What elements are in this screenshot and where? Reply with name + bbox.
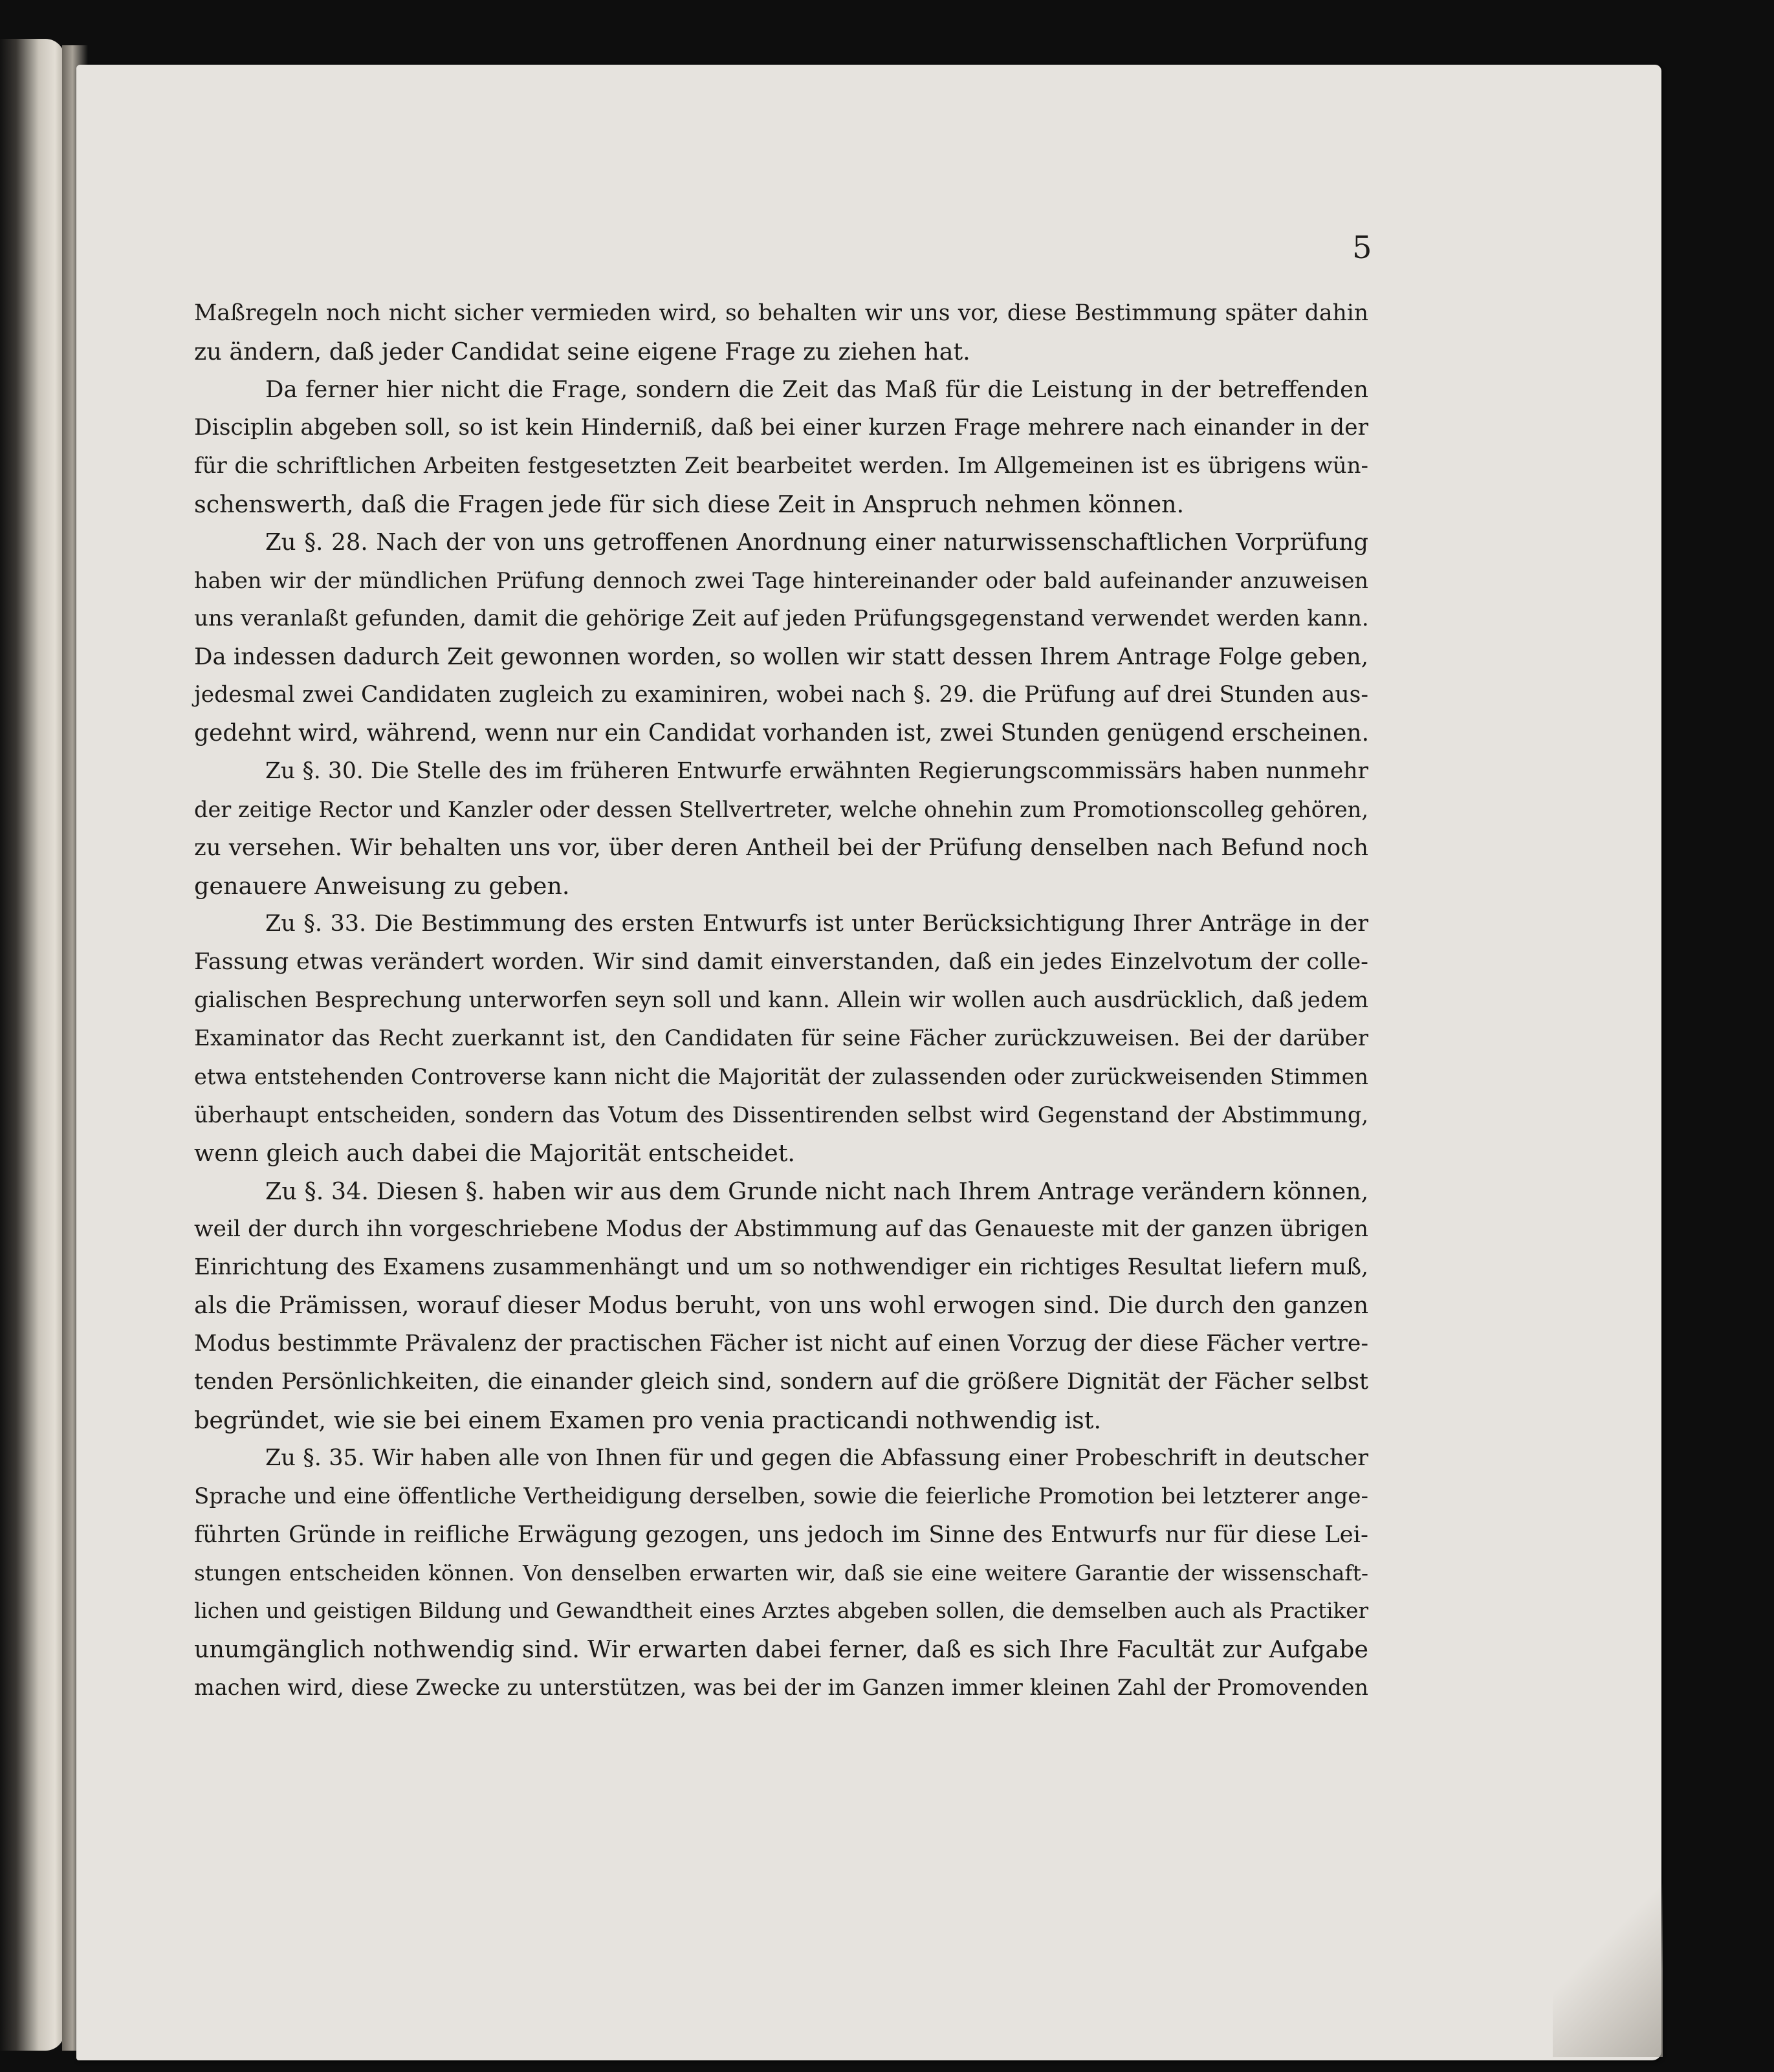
text-line: jedesmal zwei Candidaten zugleich zu examiniren, wobei nach §. 29. die Prüfung auf drei Stunden aus- — [194, 682, 1368, 708]
text-line: genauere Anweisung zu geben. — [194, 872, 570, 900]
text-line: Zu §. 35. Wir haben alle von Ihnen für und gegen die Abfassung einer Probeschrift in deutscher — [265, 1445, 1368, 1471]
text-line: Einrichtung des Examens zusammenhängt und um so nothwendiger ein richtiges Resultat liefern muß, — [194, 1254, 1368, 1280]
text-line: begründet, wie sie bei einem Examen pro venia practicandi nothwendig ist. — [194, 1406, 1102, 1434]
text-line: Maßregeln noch nicht sicher vermieden wird, so behalten wir uns vor, diese Bestimmung später dahin — [194, 300, 1368, 326]
text-line: uns veranlaßt gefunden, damit die gehörige Zeit auf jeden Prüfungsgegenstand verwendet werden kann. — [194, 605, 1369, 631]
text-line: Sprache und eine öffentliche Vertheidigung derselben, sowie die feierliche Promotion bei letzterer ange- — [194, 1483, 1368, 1509]
text-line: überhaupt entscheiden, sondern das Votum des Dissentirenden selbst wird Gegenstand der Abstimmung, — [194, 1102, 1368, 1128]
text-line: für die schriftlichen Arbeiten festgesetzten Zeit bearbeitet werden. Im Allgemeinen ist es übrigens wün- — [194, 453, 1368, 479]
text-line: führten Gründe in reifliche Erwägung gezogen, uns jedoch im Sinne des Entwurfs nur für diese Lei- — [194, 1521, 1368, 1548]
text-line: Examinator das Recht zuerkannt ist, den Candidaten für seine Fächer zurückzuweisen. Bei der darüber — [194, 1025, 1368, 1051]
text-line: der zeitige Rector und Kanzler oder dessen Stellvertreter, welche ohnehin zum Promotionscolleg gehören, — [194, 797, 1368, 822]
text-line: lichen und geistigen Bildung und Gewandtheit eines Arztes abgeben sollen, die demselben auch als Practiker — [194, 1598, 1368, 1623]
text-line: als die Prämissen, worauf dieser Modus beruht, von uns wohl erwogen sind. Die durch den ganzen — [194, 1292, 1368, 1319]
text-line: Zu §. 33. Die Bestimmung des ersten Entwurfs ist unter Berücksichtigung Ihrer Anträge in der — [265, 911, 1368, 937]
text-line: Disciplin abgeben soll, so ist kein Hinderniß, daß bei einer kurzen Frage mehrere nach einander in der — [194, 415, 1368, 441]
text-line: Fassung etwas verändert worden. Wir sind damit einverstanden, daß ein jedes Einzelvotum der colle- — [194, 949, 1368, 975]
text-line: Zu §. 34. Diesen §. haben wir aus dem Grunde nicht nach Ihrem Antrage verändern können, — [265, 1177, 1369, 1205]
text-line: gedehnt wird, während, wenn nur ein Candidat vorhanden ist, zwei Stunden genügend erscheinen. — [194, 720, 1370, 747]
text-line: unumgänglich nothwendig sind. Wir erwarten dabei ferner, daß es sich Ihre Facultät zur Aufgabe — [194, 1635, 1368, 1663]
text-line: Modus bestimmte Prävalenz der practischen Fächer ist nicht auf einen Vorzug der diese Fächer vertre- — [194, 1331, 1368, 1357]
text-line: Zu §. 30. Die Stelle des im früheren Entwurfe erwähnten Regierungscommissärs haben nunmehr — [265, 758, 1368, 784]
text-line: Da indessen dadurch Zeit gewonnen worden, so wollen wir statt dessen Ihrem Antrage Folge geben, — [194, 644, 1368, 670]
text-line: Da ferner hier nicht die Frage, sondern die Zeit das Maß für die Leistung in der betreffenden — [265, 376, 1368, 403]
facing-page-edge — [0, 39, 65, 2051]
text-line: schenswerth, daß die Fragen jede für sich diese Zeit in Anspruch nehmen können. — [194, 490, 1185, 518]
text-line: zu ändern, daß jeder Candidat seine eigene Frage zu ziehen hat. — [194, 338, 970, 365]
text-line: weil der durch ihn vorgeschriebene Modus der Abstimmung auf das Genaueste mit der ganzen übrigen — [194, 1216, 1368, 1242]
text-line: stungen entscheiden können. Von denselben erwarten wir, daß sie eine weitere Garantie der wissenschaft- — [194, 1560, 1368, 1586]
text-line: zu versehen. Wir behalten uns vor, über deren Antheil bei der Prüfung denselben nach Befund noch — [194, 834, 1368, 861]
text-line: gialischen Besprechung unterworfen seyn soll und kann. Allein wir wollen auch ausdrücklich, daß jedem — [194, 987, 1368, 1013]
text-line: machen wird, diese Zwecke zu unterstützen, was bei der im Ganzen immer kleinen Zahl der Promovenden — [194, 1675, 1368, 1700]
page-corner-wear — [1553, 1876, 1663, 2057]
text-line: tenden Persönlichkeiten, die einander gleich sind, sondern auf die größere Dignität der Fächer selbst — [194, 1369, 1368, 1395]
body-text — [194, 294, 1368, 1707]
page-number: 5 — [1352, 230, 1372, 266]
text-line: Zu §. 28. Nach der von uns getroffenen Anordnung einer naturwissenschaftlichen Vorprüfung — [265, 529, 1368, 556]
text-line: etwa entstehenden Controverse kann nicht die Majorität der zulassenden oder zurückweisenden Stimmen — [194, 1064, 1368, 1089]
text-line: haben wir der mündlichen Prüfung dennoch zwei Tage hintereinander oder bald aufeinander anzuweisen — [194, 568, 1368, 593]
text-line: wenn gleich auch dabei die Majorität entscheidet. — [194, 1139, 795, 1167]
